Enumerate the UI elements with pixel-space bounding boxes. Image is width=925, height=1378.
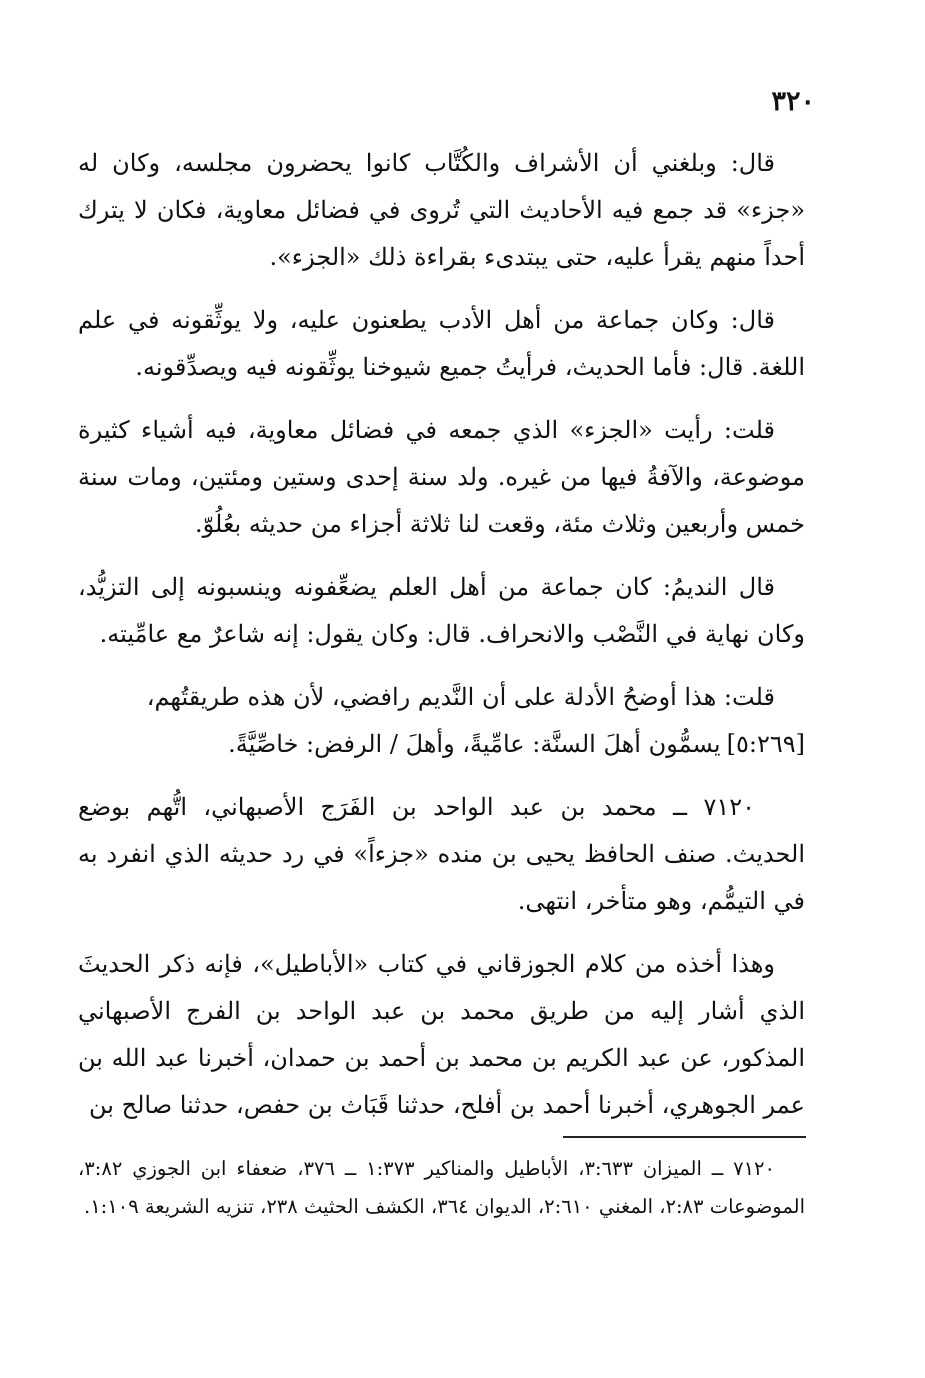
page-ref-marker: [٥:٢٦٩] — [726, 730, 805, 758]
footnote-divider — [563, 1136, 806, 1138]
paragraph-5-line-2 — [78, 721, 835, 768]
paragraph-5-text-2: يسمُّون أهلَ السنَّة: عامِّيةً، وأهلَ / الرفض: خاصِّيَّةً. — [228, 730, 721, 758]
paragraph-1: قال: وبلغني أن الأشراف والكُتَّاب كانوا يحضرون مجلسه، وكان له «جزء» قد جمع فيه الأحاديث التي تُروى في فضائل معاوية، فكان لا يترك أحداً منهم يقرأ عليه، حتى يبتدىء بقراءة ذلك «الجزء». — [78, 149, 805, 271]
paragraph-5-text-1: قلت: هذا أوضحُ الأدلة على أن النَّديم رافضي، لأن هذه طريقتُهم، — [146, 683, 775, 711]
paragraph-5-line-1 — [78, 674, 805, 721]
footnote-7120: ٧١٢٠ ــ الميزان ٣:٦٣٣، الأباطيل والمناكير ١:٣٧٣ ــ ٣٧٦، ضعفاء ابن الجوزي ٣:٨٢، الموضوعات ٢:٨٣، المغني ٢:٦١٠، الديوان ٣٦٤، الكشف الحثيث ٢٣٨، تنزيه الشريعة ١:١٠٩. — [78, 1157, 805, 1218]
paragraph-4: قال النديمُ: كان جماعة من أهل العلم يضعِّفونه وينسبونه إلى التزيُّد، وكان نهاية في النَّصْب والانحراف. قال: وكان يقول: إنه شاعرٌ مع عامِّيته. — [78, 573, 805, 648]
paragraph-3: قلت: رأيت «الجزء» الذي جمعه في فضائل معاوية، فيه أشياء كثيرة موضوعة، والآفةُ فيها من غيره. ولد سنة إحدى وستين ومئتين، ومات سنة خمس وأربعين وثلاث مئة، وقعت لنا ثلاثة أجزاء من حديثه بعُلُوّ. — [78, 416, 805, 538]
entry-7120: ٧١٢٠ ــ محمد بن عبد الواحد بن الفَرَج الأصبهاني، اتُّهم بوضع الحديث. صنف الحافظ يحيى بن منده «جزءاً» في رد حديثه الذي انفرد به في التيمُّم، وهو متأخر، انتهى. — [78, 793, 805, 915]
main-text — [78, 140, 805, 1145]
paragraph-2: قال: وكان جماعة من أهل الأدب يطعنون عليه، ولا يوثِّقونه في علم اللغة. قال: فأما الحديث، فرأيتُ جميع شيوخنا يوثِّقونه فيه ويصدِّقونه. — [78, 306, 805, 381]
paragraph-5 — [78, 674, 805, 768]
page-number: ٣٢٠ — [771, 86, 815, 117]
footnotes — [78, 1150, 805, 1226]
paragraph-6: وهذا أخذه من كلام الجوزقاني في كتاب «الأباطيل»، فإنه ذكر الحديثَ الذي أشار إليه من طريق محمد بن عبد الواحد بن الفرج الأصبهاني المذكور، عن عبد الكريم بن محمد بن أحمد بن حمدان، أخبرنا عبد الله بن عمر الجوهري، أخبرنا أحمد بن أفلح، حدثنا قَبَاث بن حفص، حدثنا صالح بن — [78, 950, 805, 1119]
